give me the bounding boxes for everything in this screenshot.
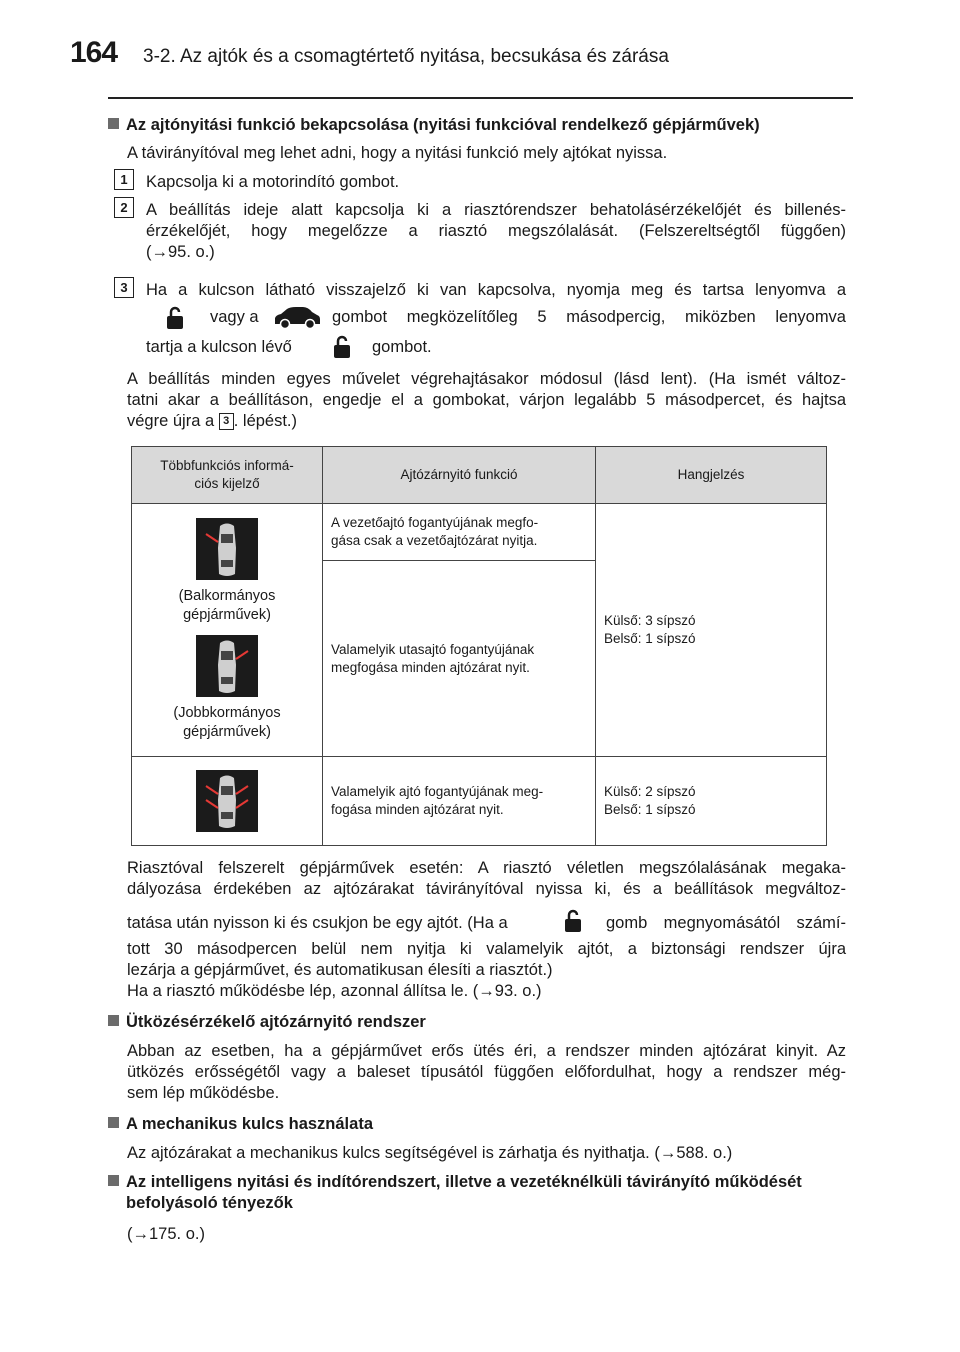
alarm-note: Riasztóval felszerelt gépjárművek esetén: A riasztó véletlen megszólalásának megaka- dályozása érdekében az ajtózárakat távirányítóval nyissa ki, és a beállítások megváltoz- (127, 859, 846, 898)
table-header: Hangjelzés (596, 447, 827, 504)
step-text: gombot megközelítőleg 5 másodpercig, miközben lenyomva (332, 308, 846, 326)
car-display-icon (196, 770, 258, 832)
paragraph: Az ajtózárakat a mechanikus kulcs segítségével is zárhatja és nyithatja. (→588. o.) (127, 1144, 733, 1162)
table-cell: Valamelyik utasajtó fogantyújának megfogása minden ajtózárat nyit. (323, 561, 596, 757)
alarm-note: gomb megnyomásától számí- (606, 914, 846, 932)
table-cell: A vezetőajtó fogantyújának megfo- gása csak a vezetőajtózárat nyitja. (323, 504, 596, 561)
table-header: Többfunkciós informá- ciós kijelző (132, 447, 323, 504)
table-header: Ajtózárnyitó funkció (323, 447, 596, 504)
square-bullet-icon (108, 1117, 119, 1128)
car-display-icon (196, 635, 258, 697)
step-number: 2 (114, 197, 134, 218)
section-heading: A mechanikus kulcs használata (108, 1114, 373, 1135)
intro-text: A távirányítóval meg lehet adni, hogy a nyitási funkció mely ajtókat nyissa. (127, 144, 668, 162)
square-bullet-icon (108, 1175, 119, 1186)
step-number: 1 (114, 169, 134, 190)
table-cell: Külső: 3 sípszó Belső: 1 sípszó (596, 504, 827, 757)
car-display-icon (196, 518, 258, 580)
paragraph: A beállítás minden egyes művelet végrehajtásakor módosul (lásd lent). (Ha ismét változ- tatni akar a beállításon, engedje el a gombokat, várjon legalább 5 másodpercet, és hajtsa végre újra a 3 . lépést.) (127, 370, 846, 430)
step-number: 3 (114, 277, 134, 298)
section-heading: Az intelligens nyitási és indítórendszert, illetve a vezetéknélküli távirányító működését befolyásoló tényezők (108, 1172, 853, 1214)
step-reference: 3 (219, 413, 234, 430)
cross-reference-link[interactable]: (→175. o.) (127, 1225, 205, 1243)
paragraph: Abban az esetben, ha a gépjárművet erős ütés éri, a rendszer minden ajtózárat kinyit. Az ütközés erősségétől vagy a baleset típusától függően előfordulhat, hogy a rendszer még- sem lép működésbe. (127, 1042, 846, 1102)
step-text: vagy a (210, 308, 259, 326)
step-text: tartja a kulcson lévő (146, 338, 292, 356)
step-text: gombot. (372, 338, 432, 356)
alarm-note: tatása után nyisson ki és csukjon be egy ajtót. (Ha a (127, 914, 508, 932)
step-text: Kapcsolja ki a motorindító gombot. (146, 173, 400, 191)
section-heading: Ütközésérzékelő ajtózárnyitó rendszer (108, 1012, 426, 1033)
car-icon (272, 304, 322, 330)
settings-table (131, 446, 827, 846)
table-header-row (132, 447, 827, 504)
square-bullet-icon (108, 118, 119, 129)
table-cell: Külső: 2 sípszó Belső: 1 sípszó (596, 757, 827, 846)
step-text: A beállítás ideje alatt kapcsolja ki a riasztórendszer behatolásérzékelőjét és billenés- érzékelőjét, hogy megelőzze a riasztó megszólalását. (Felszereltségtől függően) (→95. o.) (146, 201, 846, 261)
page-number: 164 (70, 36, 118, 69)
table-row (132, 757, 827, 846)
unlock-icon (329, 334, 355, 360)
table-row (132, 504, 827, 561)
header-rule (108, 97, 853, 99)
section-heading: Az ajtónyitási funkció bekapcsolása (nyitási funkcióval rendelkező gépjárművek) (108, 115, 760, 136)
table-cell: (Balkormányos gépjárművek) (Jobbkormányos gépjárművek) (132, 504, 323, 757)
unlock-icon (162, 305, 188, 331)
table-cell (132, 757, 323, 846)
alarm-note: tott 30 másodpercen belül nem nyitja ki valamelyik ajtót, a biztonsági rendszer újra lezárja a gépjárművet, és automatikusan élesíti a riasztót.) Ha a riasztó működésbe lép, azonnal állítsa le. (→93. o.) (127, 940, 846, 1000)
unlock-icon (560, 908, 586, 934)
table-cell: Valamelyik ajtó fogantyújának meg- fogása minden ajtózárat nyit. (323, 757, 596, 846)
chapter-title: 3-2. Az ajtók és a csomagtértető nyitása, becsukása és zárása (143, 46, 669, 67)
step-text: Ha a kulcson látható visszajelző ki van kapcsolva, nyomja meg és tartsa lenyomva a (146, 281, 846, 299)
square-bullet-icon (108, 1015, 119, 1026)
